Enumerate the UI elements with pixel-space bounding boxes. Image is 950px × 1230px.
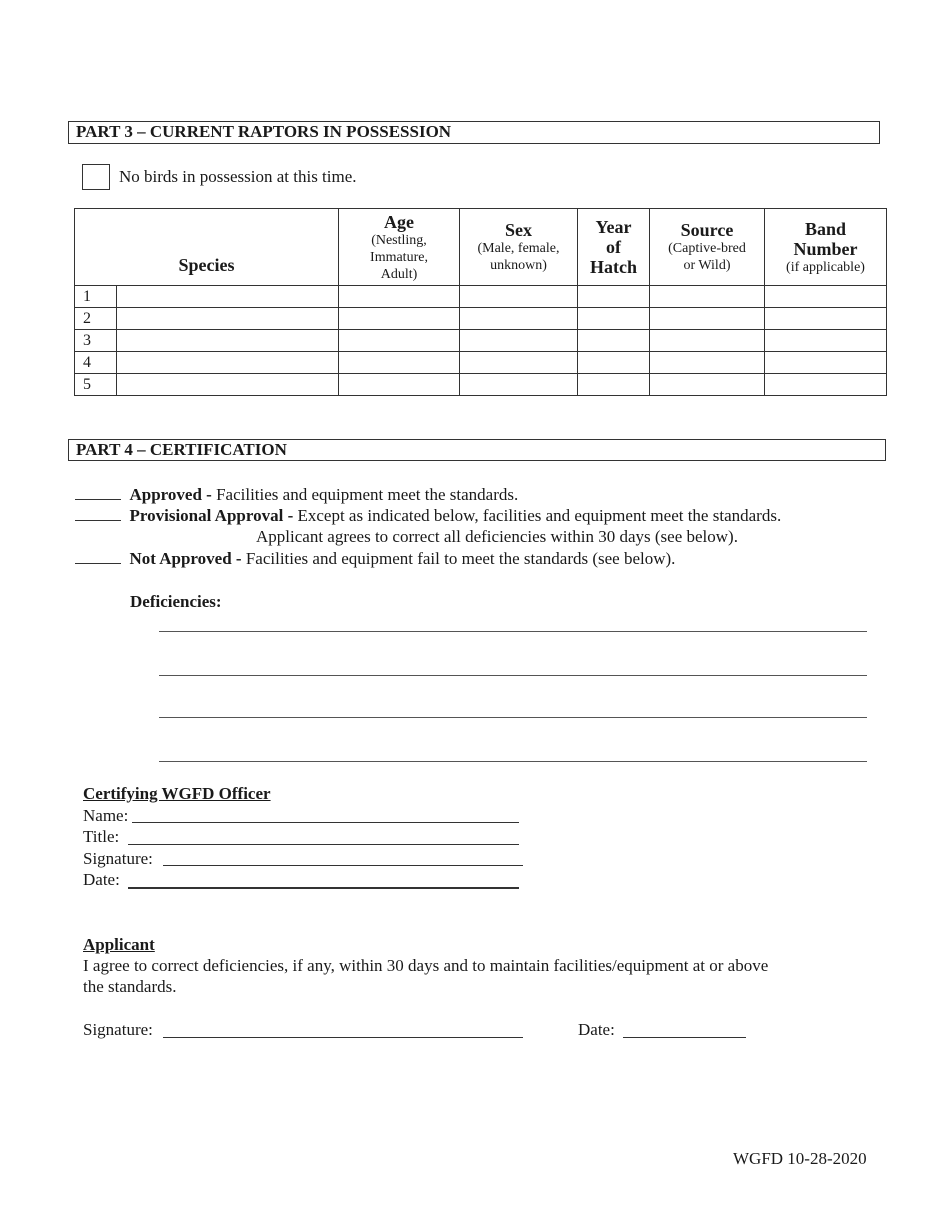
col-species: Species	[75, 209, 339, 286]
row-number: 5	[75, 374, 117, 396]
officer-name-line[interactable]	[132, 822, 519, 823]
provisional-text-2: Applicant agrees to correct all deficiencies within 30 days (see below).	[256, 527, 738, 546]
officer-signature-label: Signature:	[83, 849, 153, 868]
year-cell[interactable]	[578, 330, 650, 352]
sex-cell[interactable]	[460, 308, 578, 330]
provisional-blank[interactable]	[75, 505, 121, 521]
age-cell[interactable]	[339, 308, 460, 330]
no-birds-label: No birds in possession at this time.	[119, 167, 357, 186]
not-approved-blank[interactable]	[75, 548, 121, 564]
species-cell[interactable]	[117, 286, 339, 308]
part4-header	[68, 439, 886, 461]
species-cell[interactable]	[117, 374, 339, 396]
band-cell[interactable]	[765, 308, 887, 330]
species-cell[interactable]	[117, 352, 339, 374]
source-cell[interactable]	[650, 330, 765, 352]
applicant-heading: Applicant	[83, 935, 155, 954]
deficiencies-label: Deficiencies:	[130, 592, 222, 611]
officer-date-line[interactable]	[128, 887, 519, 889]
option-not-approved	[75, 548, 675, 569]
row-number: 4	[75, 352, 117, 374]
option-approved	[75, 484, 518, 505]
age-cell[interactable]	[339, 286, 460, 308]
approved-text: Facilities and equipment meet the standards.	[216, 485, 519, 504]
sex-cell[interactable]	[460, 286, 578, 308]
table-row	[75, 352, 887, 374]
officer-date-label: Date:	[83, 870, 120, 889]
col-year-of-hatch: Year of Hatch	[578, 209, 650, 286]
table-row	[75, 308, 887, 330]
applicant-statement-1: I agree to correct deficiencies, if any, within 30 days and to maintain facilities/equipment at or above	[83, 956, 769, 975]
officer-title-label: Title:	[83, 827, 120, 846]
age-cell[interactable]	[339, 352, 460, 374]
year-cell[interactable]	[578, 374, 650, 396]
part3-header	[68, 121, 880, 144]
applicant-date-line[interactable]	[623, 1037, 746, 1038]
row-number: 3	[75, 330, 117, 352]
species-cell[interactable]	[117, 330, 339, 352]
deficiency-line-4[interactable]	[159, 761, 867, 762]
row-number: 2	[75, 308, 117, 330]
table-row	[75, 286, 887, 308]
sex-cell[interactable]	[460, 330, 578, 352]
band-cell[interactable]	[765, 286, 887, 308]
col-source: Source (Captive-bred or Wild)	[650, 209, 765, 286]
provisional-label: Provisional Approval -	[129, 506, 294, 525]
not-approved-label: Not Approved -	[129, 549, 242, 568]
not-approved-text: Facilities and equipment fail to meet the standards (see below).	[245, 549, 676, 568]
no-birds-checkbox[interactable]	[82, 164, 110, 190]
option-provisional	[75, 505, 781, 526]
table-row	[75, 374, 887, 396]
year-cell[interactable]	[578, 352, 650, 374]
species-cell[interactable]	[117, 308, 339, 330]
deficiency-line-2[interactable]	[159, 675, 867, 676]
band-cell[interactable]	[765, 374, 887, 396]
col-sex: Sex (Male, female, unknown)	[460, 209, 578, 286]
applicant-signature-line[interactable]	[163, 1037, 523, 1038]
deficiency-line-3[interactable]	[159, 717, 867, 718]
source-cell[interactable]	[650, 286, 765, 308]
part4-header-text: PART 4 – CERTIFICATION	[76, 440, 287, 459]
year-cell[interactable]	[578, 286, 650, 308]
officer-name-label: Name:	[83, 806, 129, 825]
approved-label: Approved -	[129, 485, 212, 504]
sex-cell[interactable]	[460, 374, 578, 396]
col-band-number: Band Number (if applicable)	[765, 209, 887, 286]
source-cell[interactable]	[650, 374, 765, 396]
band-cell[interactable]	[765, 330, 887, 352]
age-cell[interactable]	[339, 330, 460, 352]
source-cell[interactable]	[650, 308, 765, 330]
source-cell[interactable]	[650, 352, 765, 374]
deficiency-line-1[interactable]	[159, 631, 867, 632]
officer-signature-line[interactable]	[163, 865, 523, 866]
table-header-row	[75, 209, 887, 286]
part3-header-text: PART 3 – CURRENT RAPTORS IN POSSESSION	[76, 122, 452, 141]
provisional-text: Except as indicated below, facilities and equipment meet the standards.	[297, 506, 782, 525]
band-cell[interactable]	[765, 352, 887, 374]
approved-blank[interactable]	[75, 484, 121, 500]
raptors-table	[74, 208, 887, 396]
table-row	[75, 330, 887, 352]
row-number: 1	[75, 286, 117, 308]
sex-cell[interactable]	[460, 352, 578, 374]
officer-heading: Certifying WGFD Officer	[83, 784, 271, 803]
applicant-statement-2: the standards.	[83, 977, 177, 996]
form-id: WGFD 10-28-2020	[733, 1149, 867, 1168]
applicant-date-label: Date:	[578, 1020, 615, 1039]
officer-title-line[interactable]	[128, 844, 519, 845]
age-cell[interactable]	[339, 374, 460, 396]
col-age: Age (Nestling, Immature, Adult)	[339, 209, 460, 286]
year-cell[interactable]	[578, 308, 650, 330]
applicant-signature-label: Signature:	[83, 1020, 153, 1039]
